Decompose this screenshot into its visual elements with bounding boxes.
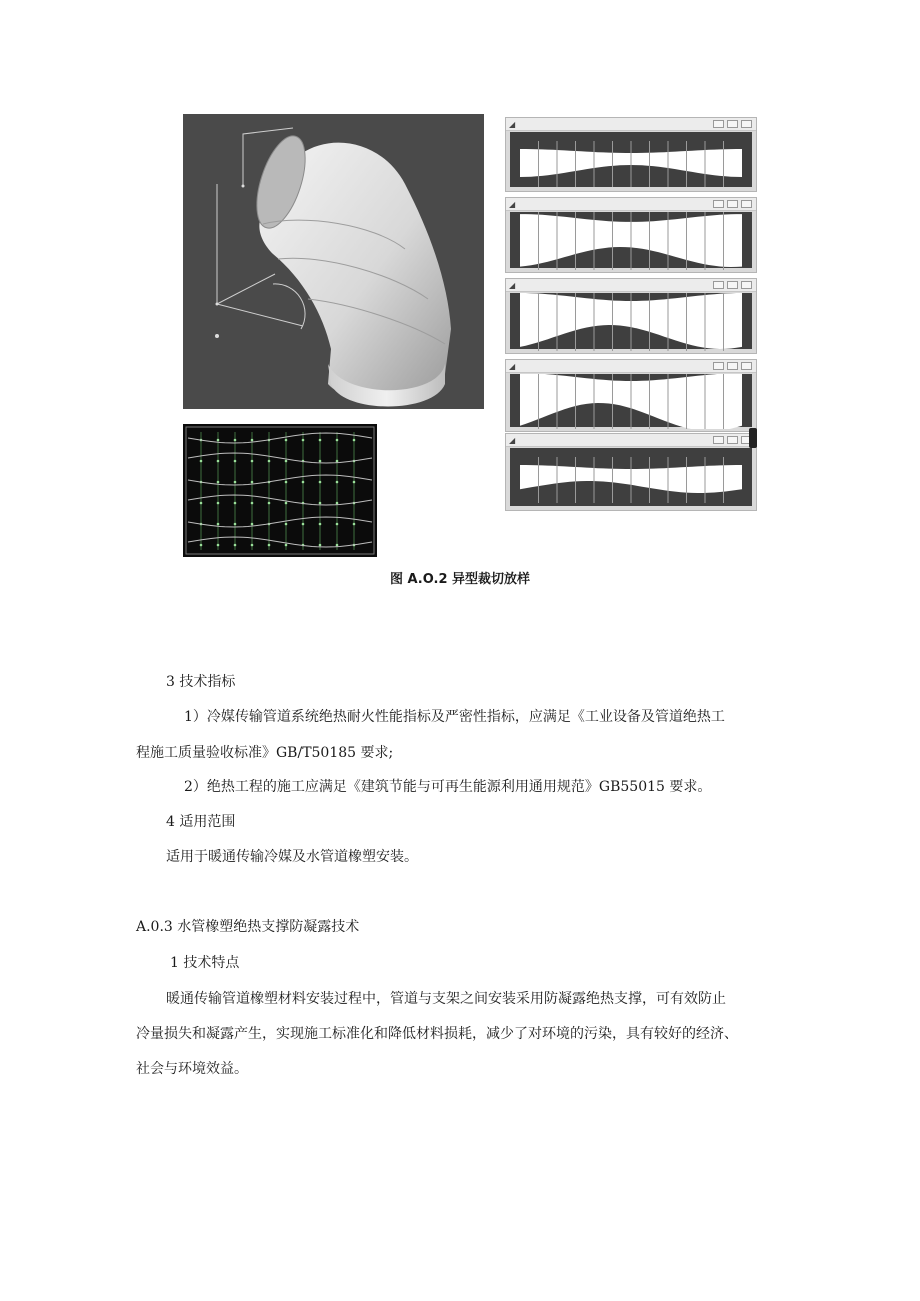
close-button[interactable]: [741, 362, 752, 370]
cutting-pattern-grid: [183, 424, 377, 557]
unfolded-strip: [510, 448, 752, 508]
minimize-button[interactable]: [713, 200, 724, 208]
grid-node-point: [319, 439, 322, 442]
grid-node-point: [336, 481, 339, 484]
grid-node-point: [234, 481, 237, 484]
maximize-button[interactable]: [727, 436, 738, 444]
section-a03-heading: A.0.3 水管橡塑绝热支撑防凝露技术: [136, 919, 360, 935]
maximize-button[interactable]: [727, 120, 738, 128]
grid-curve: [188, 517, 372, 527]
elbow-drawing: [183, 114, 484, 409]
minimize-button[interactable]: [713, 436, 724, 444]
section-a03-sub-heading: 1 技术特点: [170, 955, 240, 971]
grid-node-point: [251, 481, 254, 484]
grid-node-point: [302, 523, 305, 526]
minimize-button[interactable]: [713, 120, 724, 128]
grid-node-point: [336, 439, 339, 442]
section-4-heading: 4 适用范围: [166, 814, 236, 830]
section-a03-para-line-2: 冷量损失和凝露产生，实现施工标准化和降低材料损耗，减少了对环境的污染，具有较好的经济、: [136, 1026, 738, 1042]
pattern-window-titlebar[interactable]: [506, 118, 756, 131]
grid-node-point: [217, 481, 220, 484]
section-3-item-2: 2）绝热工程的施工应满足《建筑节能与可再生能源利用通用规范》GB55015 要求。: [184, 779, 712, 795]
close-button[interactable]: [741, 281, 752, 289]
grid-node-point: [268, 460, 271, 463]
section-a03-para-line-3: 社会与环境效益。: [136, 1061, 248, 1077]
grid-node-point: [217, 460, 220, 463]
grid-node-point: [353, 481, 356, 484]
grid-curve: [188, 495, 372, 505]
unfolded-strip: [510, 293, 752, 351]
grid-node-point: [234, 439, 237, 442]
grid-node-point: [217, 502, 220, 505]
grid-node-point: [285, 544, 288, 547]
grid-node-point: [251, 544, 254, 547]
grid-node-point: [200, 544, 203, 547]
grid-node-point: [217, 439, 220, 442]
grid-node-point: [285, 502, 288, 505]
app-icon: ◢: [509, 362, 516, 371]
grid-node-point: [200, 502, 203, 505]
grid-curve: [188, 433, 372, 443]
section-3-item-1-line-2: 程施工质量验收标准》GB/T50185 要求;: [136, 745, 394, 761]
app-icon: ◢: [509, 200, 516, 209]
grid-node-point: [217, 523, 220, 526]
close-button[interactable]: [741, 200, 752, 208]
grid-node-point: [251, 439, 254, 442]
pattern-window-2: [505, 197, 757, 273]
pattern-canvas: [510, 374, 752, 427]
pattern-canvas: [510, 132, 752, 187]
grid-node-point: [234, 544, 237, 547]
pattern-window-3: [505, 278, 757, 354]
grid-node-point: [285, 439, 288, 442]
grid-node-point: [217, 544, 220, 547]
pattern-window-titlebar[interactable]: [506, 279, 756, 292]
grid-node-point: [251, 523, 254, 526]
grid-node-point: [268, 502, 271, 505]
pattern-window-5: [505, 433, 757, 511]
cutting-pattern-drawing: [183, 424, 377, 557]
grid-node-point: [319, 502, 322, 505]
section-4-body: 适用于暖通传输冷媒及水管道橡塑安装。: [166, 849, 418, 865]
grid-node-point: [353, 523, 356, 526]
pattern-window-titlebar[interactable]: [506, 360, 756, 373]
grid-node-point: [251, 502, 254, 505]
pattern-canvas: [510, 448, 752, 506]
grid-node-point: [302, 439, 305, 442]
maximize-button[interactable]: [727, 200, 738, 208]
grid-node-point: [285, 481, 288, 484]
close-button[interactable]: [741, 120, 752, 128]
grid-node-point: [234, 460, 237, 463]
grid-node-point: [336, 544, 339, 547]
maximize-button[interactable]: [727, 281, 738, 289]
grid-node-point: [336, 523, 339, 526]
grid-node-point: [336, 502, 339, 505]
pattern-canvas: [510, 212, 752, 268]
grid-node-point: [251, 460, 254, 463]
figure-caption: 图 A.O.2 异型裁切放样: [389, 572, 531, 587]
minimize-button[interactable]: [713, 281, 724, 289]
unfolded-strip: [510, 374, 752, 429]
grid-node-point: [302, 481, 305, 484]
maximize-button[interactable]: [727, 362, 738, 370]
unfolded-strip: [510, 132, 752, 189]
grid-node-point: [234, 523, 237, 526]
grid-node-point: [319, 523, 322, 526]
grid-node-point: [319, 481, 322, 484]
grid-node-point: [319, 544, 322, 547]
grid-node-point: [200, 460, 203, 463]
section-3-item-1-line-1: 1）冷媒传输管道系统绝热耐火性能指标及严密性指标，应满足《工业设备及管道绝热工: [184, 709, 725, 725]
scroll-handle[interactable]: [749, 428, 757, 448]
section-3-heading: 3 技术指标: [166, 674, 236, 690]
grid-node-point: [234, 502, 237, 505]
section-a03-para-line-1: 暖通传输管道橡塑材料安装过程中，管道与支架之间安装采用防凝露绝热支撑，可有效防止: [166, 991, 726, 1007]
pattern-window-titlebar[interactable]: [506, 434, 756, 447]
grid-node-point: [285, 460, 288, 463]
grid-curve: [188, 475, 372, 485]
grid-node-point: [319, 460, 322, 463]
pattern-window-titlebar[interactable]: [506, 198, 756, 211]
app-icon: ◢: [509, 436, 516, 445]
pattern-canvas: [510, 293, 752, 349]
grid-node-point: [353, 439, 356, 442]
minimize-button[interactable]: [713, 362, 724, 370]
elbow-3d-render: [183, 114, 484, 409]
grid-node-point: [336, 460, 339, 463]
grid-curve: [188, 537, 372, 547]
grid-curve: [188, 453, 372, 463]
grid-node-point: [285, 523, 288, 526]
grid-node-point: [268, 544, 271, 547]
unfolded-strip: [510, 212, 752, 270]
app-icon: ◢: [509, 281, 516, 290]
pattern-window-4: [505, 359, 757, 432]
pattern-window-1: [505, 117, 757, 192]
app-icon: ◢: [509, 120, 516, 129]
